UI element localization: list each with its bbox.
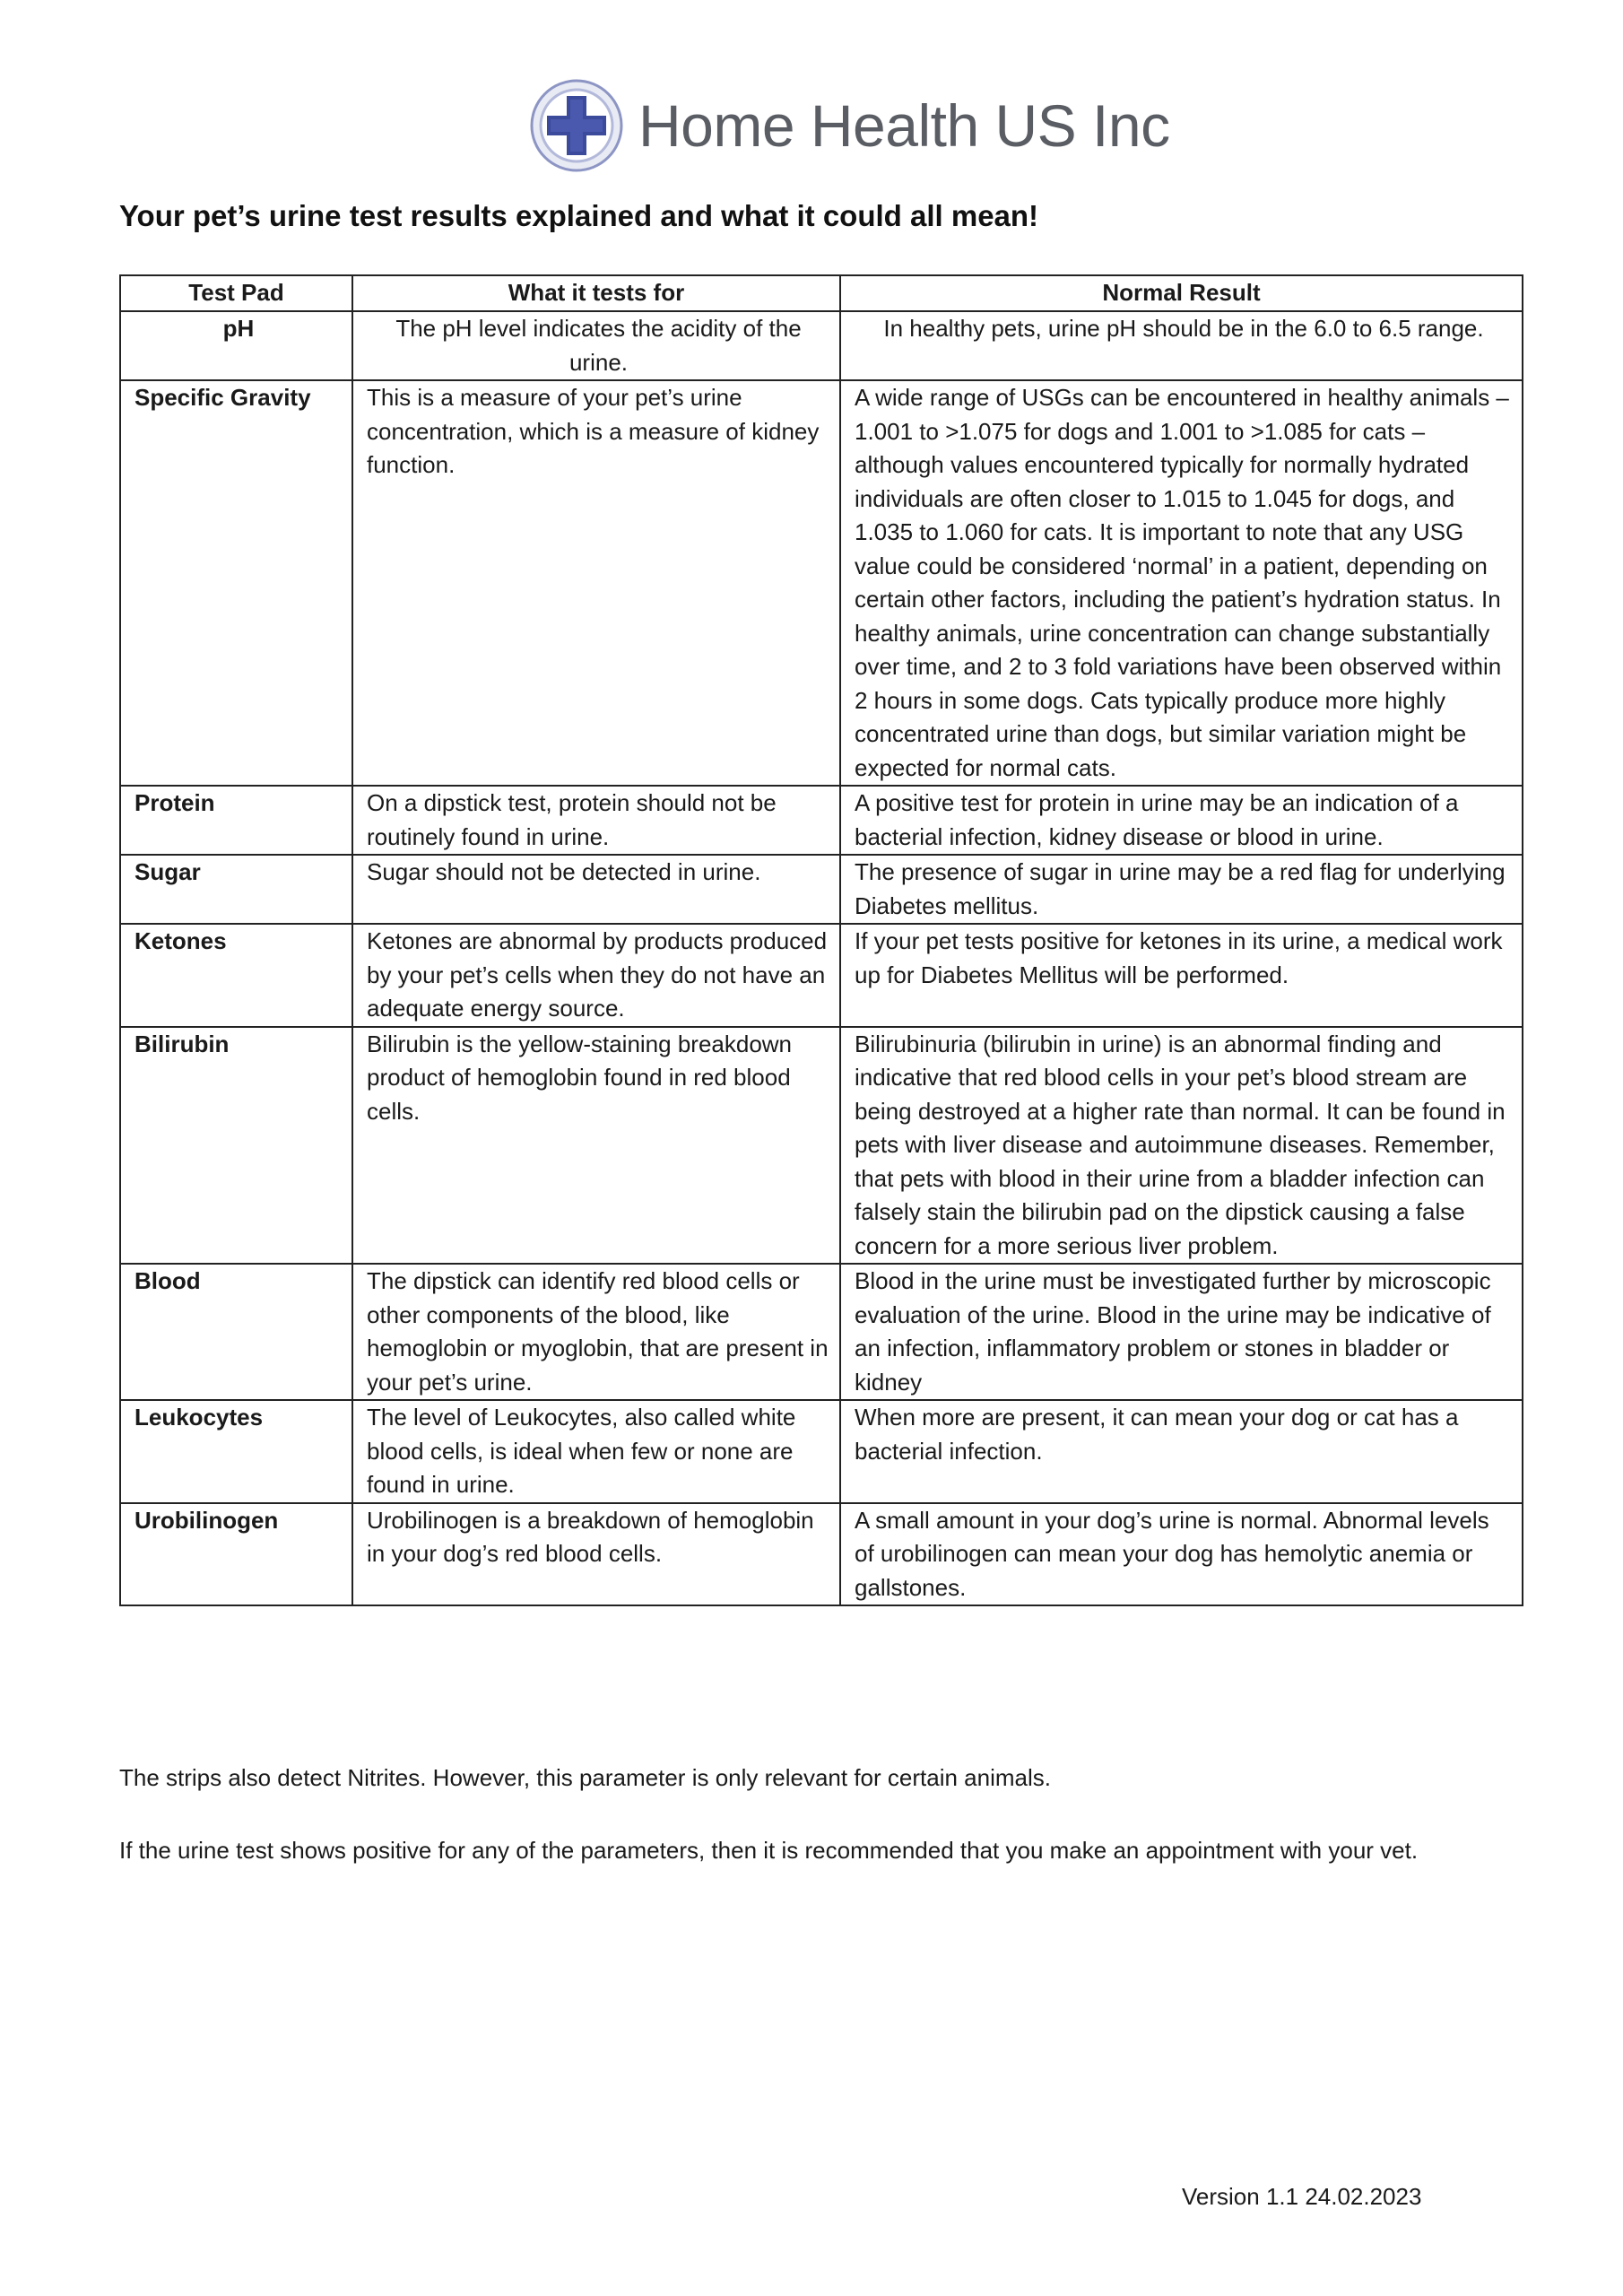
tests-for-cell: The pH level indicates the acidity of the urine.: [352, 311, 840, 380]
normal-result-cell: A positive test for protein in urine may be an indication of a bacterial infection, kidney disease or blood in urine.: [840, 786, 1523, 855]
table-row: [120, 1264, 1523, 1400]
table-row: [120, 924, 1523, 1027]
test-pad-cell: Specific Gravity: [120, 380, 352, 786]
normal-result-cell: A small amount in your dog’s urine is normal. Abnormal levels of urobilinogen can mean your dog has hemolytic anemia or gallstones.: [840, 1503, 1523, 1606]
normal-result-cell: If your pet tests positive for ketones in its urine, a medical work up for Diabetes Mellitus will be performed.: [840, 924, 1523, 1027]
tests-for-cell: The dipstick can identify red blood cells or other components of the blood, like hemoglobin or myoglobin, that are present in your pet’s urine.: [352, 1264, 840, 1400]
test-pad-cell: Protein: [120, 786, 352, 855]
test-pad-cell: Leukocytes: [120, 1400, 352, 1503]
test-pad-cell: Sugar: [120, 855, 352, 924]
normal-result-cell: The presence of sugar in urine may be a red flag for underlying Diabetes mellitus.: [840, 855, 1523, 924]
test-pad-cell: Blood: [120, 1264, 352, 1400]
logo-text: Home Health US Inc: [638, 92, 1170, 159]
table-row: [120, 311, 1523, 380]
table-row: [120, 380, 1523, 786]
vet-recommendation-note: If the urine test shows positive for any of the parameters, then it is recommended that you make an appointment with your vet.: [119, 1837, 1419, 1864]
page-title: Your pet’s urine test results explained and what it could all mean!: [119, 199, 1039, 232]
table-header-row: [120, 275, 1523, 311]
column-header-test-pad: Test Pad: [120, 275, 352, 311]
test-pad-cell: pH: [120, 311, 352, 380]
column-header-normal-result: Normal Result: [840, 275, 1523, 311]
tests-for-cell: Sugar should not be detected in urine.: [352, 855, 840, 924]
test-pad-cell: Ketones: [120, 924, 352, 1027]
nitrites-note: The strips also detect Nitrites. However, this parameter is only relevant for certain animals.: [119, 1764, 1051, 1791]
column-header-tests-for: What it tests for: [352, 275, 840, 311]
company-logo: [529, 76, 1170, 175]
normal-result-cell: In healthy pets, urine pH should be in the 6.0 to 6.5 range.: [840, 311, 1523, 380]
medical-cross-icon: [529, 78, 624, 173]
tests-for-cell: On a dipstick test, protein should not be routinely found in urine.: [352, 786, 840, 855]
table-row: [120, 1400, 1523, 1503]
table-row: [120, 1027, 1523, 1265]
test-pad-cell: Bilirubin: [120, 1027, 352, 1265]
normal-result-cell: Bilirubinuria (bilirubin in urine) is an abnormal finding and indicative that red blood cells in your pet’s blood stream are being destroyed at a higher rate than normal. It can be found in pets with liver disease and autoimmune diseases. Remember, that pets with blood in their urine from a bladder infection can falsely stain the bilirubin pad on the dipstick causing a false concern for a more serious liver problem.: [840, 1027, 1523, 1265]
normal-result-cell: Blood in the urine must be investigated further by microscopic evaluation of the urine. Blood in the urine may be indicative of an infection, inflammatory problem or stones in bladder or kidney: [840, 1264, 1523, 1400]
table-row: [120, 855, 1523, 924]
results-table: [119, 274, 1523, 1606]
normal-result-cell: A wide range of USGs can be encountered in healthy animals – 1.001 to >1.075 for dogs and 1.001 to >1.085 for cats – although values encountered typically for normally hydrated individuals are often closer to 1.015 to 1.045 for dogs, and 1.035 to 1.060 for cats. It is important to note that any USG value could be considered ‘normal’ in a patient, depending on certain other factors, including the patient’s hydration status. In healthy animals, urine concentration can change substantially over time, and 2 to 3 fold variations have been observed within 2 hours in some dogs. Cats typically produce more highly concentrated urine than dogs, but similar variation might be expected for normal cats.: [840, 380, 1523, 786]
test-pad-cell: Urobilinogen: [120, 1503, 352, 1606]
tests-for-cell: Urobilinogen is a breakdown of hemoglobin in your dog’s red blood cells.: [352, 1503, 840, 1606]
table-row: [120, 1503, 1523, 1606]
tests-for-cell: This is a measure of your pet’s urine concentration, which is a measure of kidney function.: [352, 380, 840, 786]
normal-result-cell: When more are present, it can mean your dog or cat has a bacterial infection.: [840, 1400, 1523, 1503]
tests-for-cell: Ketones are abnormal by products produced by your pet’s cells when they do not have an adequate energy source.: [352, 924, 840, 1027]
tests-for-cell: The level of Leukocytes, also called white blood cells, is ideal when few or none are found in urine.: [352, 1400, 840, 1503]
table-row: [120, 786, 1523, 855]
version-label: Version 1.1 24.02.2023: [1182, 2183, 1422, 2210]
tests-for-cell: Bilirubin is the yellow-staining breakdown product of hemoglobin found in red blood cells.: [352, 1027, 840, 1265]
